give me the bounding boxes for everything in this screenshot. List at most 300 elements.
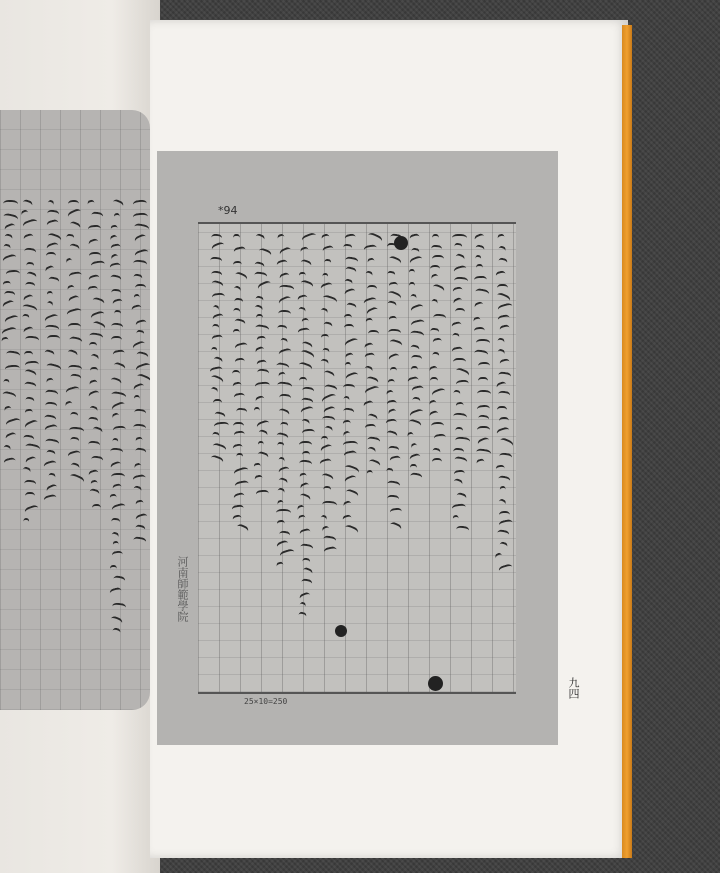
ink-stroke [429,410,441,422]
ink-stroke [233,491,247,504]
ink-stroke [474,327,486,338]
ink-stroke [2,281,11,292]
ink-stroke [319,307,329,319]
ink-stroke [276,562,285,573]
ink-stroke [109,274,122,286]
ink-stroke [109,587,123,600]
ink-stroke [68,323,81,333]
ink-stroke [234,480,250,493]
ink-stroke [23,419,40,434]
ink-stroke [301,387,314,398]
ink-stroke [276,509,291,519]
ink-stroke [409,330,425,342]
ink-stroke [411,396,421,407]
ink-stroke [342,243,352,254]
ink-stroke [91,456,104,467]
ink-stroke [232,270,248,285]
ink-stroke [498,563,514,577]
ink-stroke [44,437,59,449]
ink-stroke [46,252,56,262]
ink-stroke [111,362,126,375]
ink-stroke [64,400,74,412]
ink-stroke [499,486,506,497]
ink-stroke [211,324,219,335]
ink-stroke [407,432,416,443]
ink-stroke [88,237,101,250]
ink-stroke [452,503,467,515]
ink-stroke [452,514,460,525]
ink-stroke [23,504,40,518]
ink-stroke [135,436,144,447]
ink-stroke [343,430,354,442]
ink-stroke [476,436,491,450]
ink-stroke [87,389,101,402]
sheet-bottom-rule [198,692,516,694]
ink-stroke [297,611,307,623]
ink-stroke [131,485,142,497]
ink-stroke [90,212,104,224]
ink-stroke [277,310,291,321]
ink-stroke [277,407,291,420]
ink-stroke [299,441,312,451]
ink-stroke [367,257,376,268]
ink-stroke [45,449,56,461]
ink-stroke [477,426,490,436]
handwriting-column [342,234,358,682]
ink-stroke [453,277,468,288]
ink-stroke [2,243,11,254]
ink-stroke [90,296,105,309]
ink-stroke [88,353,99,365]
ink-blot [428,676,443,691]
ink-stroke [110,322,124,334]
ink-stroke [233,307,242,318]
ink-stroke [276,487,286,499]
ink-stroke [455,380,469,391]
ink-stroke [433,313,446,324]
ink-stroke [233,392,245,404]
ink-stroke [431,273,441,285]
ink-stroke [233,246,246,258]
ink-stroke [388,339,403,352]
ink-stroke [388,329,402,340]
ink-stroke [432,352,441,363]
ink-stroke [88,225,102,236]
ink-stroke [135,350,149,363]
ink-stroke [92,504,101,514]
ink-stroke [113,349,126,361]
ink-stroke [44,300,54,312]
ink-stroke [409,293,417,304]
ink-stroke [366,318,375,329]
ink-stroke [4,432,17,445]
ink-stroke [477,390,492,401]
ink-stroke [497,257,508,269]
ink-stroke [23,381,37,393]
ink-stroke [67,242,80,255]
ink-stroke [452,286,464,298]
ink-stroke [110,493,118,504]
ink-stroke [496,498,506,510]
ink-stroke [277,294,293,309]
ink-stroke [114,310,121,320]
ink-stroke [253,233,265,245]
ink-stroke [496,465,506,476]
ink-stroke [134,524,146,536]
ink-stroke [112,575,126,587]
ink-stroke [88,488,100,500]
ink-stroke [409,303,425,317]
ink-stroke [232,369,241,379]
ink-stroke [454,427,463,438]
handwriting-column [2,200,18,710]
ink-stroke [69,436,79,447]
ink-stroke [3,200,18,211]
ink-stroke [210,256,223,267]
ink-stroke [278,246,293,260]
ink-stroke [89,379,99,391]
ink-stroke [344,371,359,385]
ink-stroke [342,407,354,419]
ink-stroke [111,627,122,639]
ink-stroke [497,245,507,257]
ink-stroke [495,270,507,282]
ink-stroke [208,386,218,398]
ink-stroke [390,367,397,377]
ink-stroke [24,351,33,361]
ink-stroke [453,252,465,264]
ink-stroke [320,281,335,294]
ink-stroke [298,514,307,525]
ink-stroke [453,243,462,254]
ink-stroke [133,409,146,420]
ink-stroke [323,258,331,269]
handwriting-column [408,234,424,682]
ink-stroke [389,455,402,467]
ink-stroke [43,494,58,507]
ink-stroke [134,447,146,459]
ink-stroke [111,412,121,424]
ink-stroke [131,304,143,316]
ink-stroke [234,358,245,369]
handwriting-column [254,234,270,682]
ink-stroke [343,488,358,502]
ink-stroke [452,412,467,423]
handwriting-column [132,200,148,710]
ink-stroke [343,384,355,394]
ink-stroke [65,385,81,399]
ink-stroke [24,336,39,347]
ink-stroke [496,337,506,348]
ink-stroke [367,285,378,295]
ink-stroke [88,286,99,297]
ink-stroke [257,247,272,261]
ink-stroke [24,396,35,408]
ink-stroke [254,346,266,358]
handwriting-column [232,234,248,682]
ink-stroke [387,379,395,390]
ink-stroke [320,472,335,486]
ink-stroke [499,324,511,336]
ink-stroke [319,358,330,370]
ink-stroke [476,405,490,416]
ink-stroke [409,269,415,279]
ink-stroke [345,362,351,372]
ink-stroke [322,321,334,333]
ink-stroke [111,198,125,211]
ink-stroke [344,324,354,334]
ink-stroke [387,352,401,366]
ink-stroke [68,336,83,349]
ink-stroke [478,377,488,387]
ink-stroke [134,462,144,474]
ink-stroke [498,436,515,451]
handwriting-column [22,200,38,710]
ink-stroke [386,467,394,478]
ink-stroke [343,450,357,462]
ink-stroke [111,550,123,561]
ink-stroke [277,233,287,245]
ink-stroke [321,347,330,358]
handwriting-column [430,234,446,682]
handwriting-column [110,200,126,710]
ink-stroke [365,446,377,458]
ink-stroke [232,381,243,393]
ink-stroke [278,337,287,348]
ink-stroke [387,254,403,268]
ink-stroke [433,434,446,445]
ink-stroke [21,313,30,324]
ink-stroke [276,520,285,531]
ink-stroke [299,528,312,540]
ink-stroke [2,378,10,389]
ink-stroke [2,253,19,267]
ink-stroke [255,489,268,500]
handwriting-column [474,234,490,682]
ink-stroke [344,266,357,278]
ink-stroke [410,442,420,454]
ink-stroke [44,324,59,335]
ink-stroke [343,500,354,512]
ink-stroke [474,301,486,314]
ink-stroke [4,365,19,376]
ink-stroke [24,282,36,293]
ink-stroke [22,518,29,529]
ink-stroke [297,492,311,505]
ink-stroke [297,361,313,375]
ink-stroke [496,529,510,541]
ink-stroke [21,466,32,478]
ink-stroke [276,258,289,271]
ink-stroke [134,512,149,525]
ink-stroke [132,536,146,548]
ink-stroke [279,422,288,433]
ink-stroke [276,456,285,467]
ink-stroke [323,546,338,558]
ink-stroke [110,447,124,458]
ink-stroke [497,406,507,416]
ink-stroke [254,394,266,406]
ink-stroke [389,508,402,519]
ink-stroke [213,421,229,432]
ink-stroke [133,213,148,224]
ink-stroke [321,245,334,258]
ink-stroke [452,265,468,278]
ink-stroke [211,442,227,456]
ink-stroke [24,443,40,456]
ink-stroke [254,474,264,486]
ink-stroke [363,243,378,255]
ink-stroke [474,232,487,245]
ink-stroke [209,454,224,468]
library-stamp: 河南師範學院 [176,556,189,622]
ink-stroke [88,441,101,452]
ink-stroke [256,429,268,442]
ink-stroke [134,294,141,305]
handwriting-column [44,200,60,710]
ink-stroke [321,501,336,512]
ink-stroke [300,578,313,590]
ink-stroke [44,402,57,413]
ink-stroke [233,234,240,244]
ink-stroke [432,458,442,468]
ink-stroke [47,276,60,288]
ink-stroke [429,365,440,377]
ink-stroke [368,330,379,340]
ink-stroke [318,514,328,526]
ink-stroke [431,447,441,459]
ink-stroke [44,389,58,401]
ink-stroke [1,390,17,403]
ink-stroke [297,327,311,339]
ink-stroke [67,449,82,462]
ink-stroke [453,367,470,382]
ink-stroke [65,349,78,362]
ink-stroke [235,453,243,463]
ink-stroke [455,402,465,413]
ink-stroke [430,377,438,387]
ink-stroke [454,491,467,504]
ink-stroke [25,408,34,419]
ink-stroke [133,423,147,434]
ink-stroke [300,543,314,555]
ink-stroke [387,494,400,505]
ink-stroke [254,324,270,336]
ink-stroke [387,521,402,535]
handwriting-column [66,200,82,710]
ink-stroke [451,321,463,333]
ink-stroke [1,444,11,456]
ink-stroke [451,346,464,358]
ink-stroke [233,431,245,442]
left-manuscript-scan [0,110,150,710]
ink-stroke [254,407,261,417]
ink-stroke [363,385,380,400]
ink-stroke [498,542,509,554]
ink-stroke [411,355,423,366]
ink-stroke [257,369,270,380]
grid-footer: 25×10=250 [244,697,288,706]
ink-stroke [3,457,17,469]
ink-stroke [44,265,56,278]
manuscript-page-number: *94 [218,204,238,217]
ink-stroke [409,282,415,292]
handwriting-column [276,234,292,682]
ink-stroke [113,426,126,437]
handwriting-column [386,234,402,682]
ink-stroke [24,270,36,283]
ink-stroke [232,285,243,297]
ink-stroke [386,270,395,281]
ink-blot [394,236,408,250]
ink-stroke [256,336,266,347]
ink-stroke [276,381,292,393]
ink-stroke [135,284,146,294]
ink-stroke [89,342,97,352]
ink-stroke [66,307,83,321]
ink-stroke [68,220,82,233]
ink-stroke [431,422,445,432]
ink-stroke [364,352,375,364]
ink-stroke [4,405,14,417]
ink-stroke [234,523,249,537]
ink-stroke [455,525,469,536]
ink-stroke [23,232,36,245]
ink-stroke [497,390,510,401]
ink-stroke [432,337,443,348]
ink-stroke [111,502,128,516]
ink-stroke [454,436,470,447]
ink-stroke [476,458,486,470]
ink-stroke [43,348,55,360]
ink-stroke [113,213,120,224]
ink-stroke [133,233,148,247]
handwriting-column [210,234,226,682]
ink-stroke [132,474,146,486]
ink-stroke [386,300,397,312]
ink-stroke [411,385,424,397]
ink-stroke [494,552,504,564]
ink-stroke [135,329,144,340]
ink-stroke [111,473,125,483]
ink-stroke [232,329,240,339]
ink-stroke [211,334,223,346]
manuscript-sheet [198,222,516,692]
ink-stroke [362,365,373,377]
ink-stroke [277,442,285,453]
ink-stroke [451,478,463,491]
ink-stroke [386,389,396,401]
ink-stroke [111,518,121,529]
ink-stroke [430,283,445,297]
ink-stroke [322,535,336,547]
handwriting-column [364,234,380,682]
ink-stroke [497,233,506,244]
handwriting-column [320,234,336,682]
ink-stroke [363,271,373,283]
ink-stroke [112,602,127,613]
ink-stroke [299,377,307,387]
ink-stroke [386,480,401,492]
ink-stroke [298,459,312,470]
ink-stroke [69,271,83,283]
ink-stroke [69,412,79,423]
ink-stroke [297,306,306,317]
ink-stroke [255,451,268,464]
ink-stroke [277,348,292,361]
ink-stroke [323,486,332,497]
ink-stroke [477,362,489,372]
